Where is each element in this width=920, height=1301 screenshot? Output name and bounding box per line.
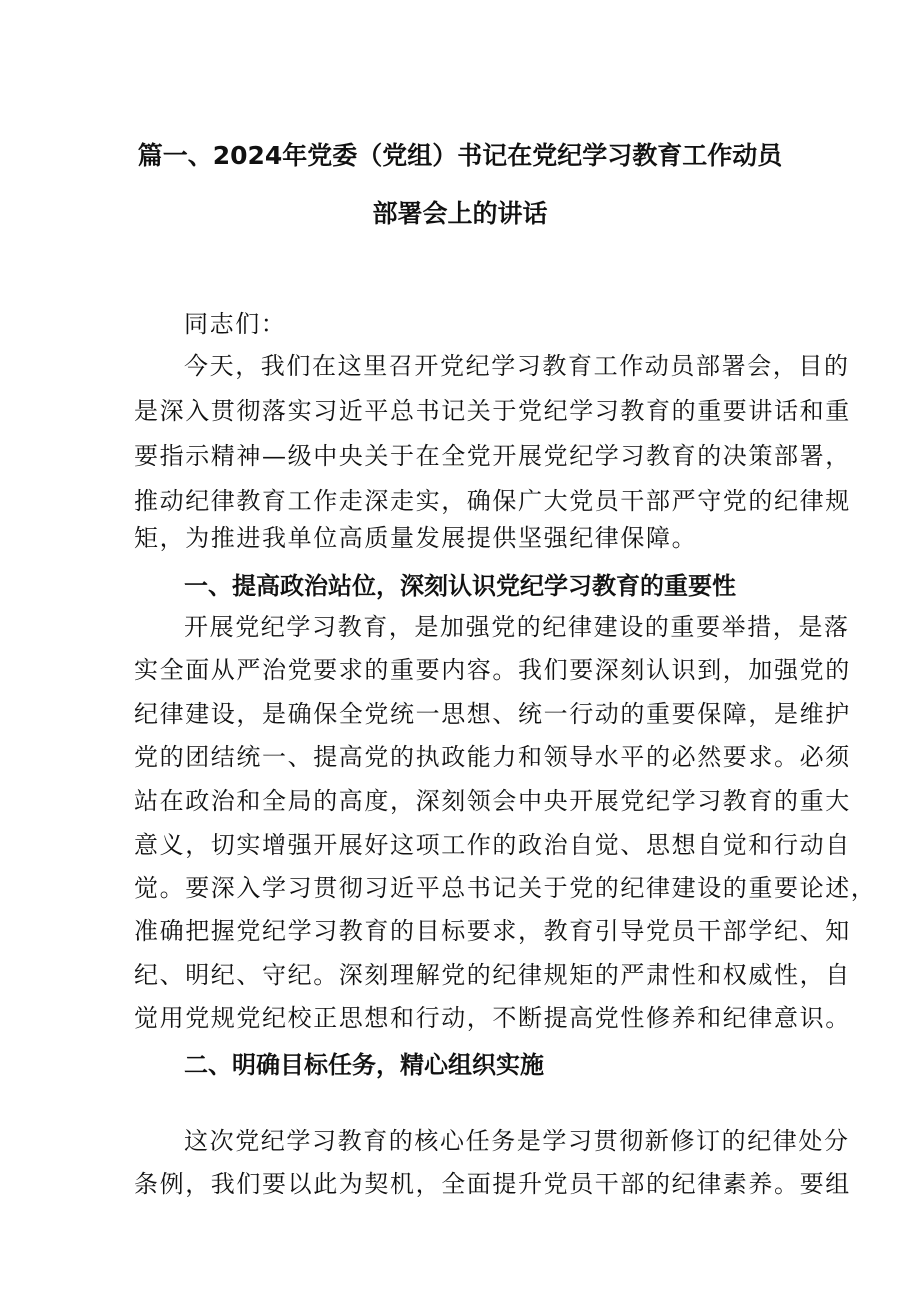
section-1-line: 纪律建设，是确保全党统一思想、统一行动的重要保障，是维护 bbox=[134, 700, 851, 728]
section-1-line: 站在政治和全局的高度，深刻领会中央开展党纪学习教育的重大 bbox=[134, 787, 851, 815]
section-1-line: 准确把握党纪学习教育的目标要求，教育引导党员干部学纪、知 bbox=[134, 917, 851, 945]
intro-line: 今天，我们在这里召开党纪学习教育工作动员部署会，目的 bbox=[184, 352, 850, 380]
section-1-line: 觉用党规党纪校正思想和行动，不断提高党性修养和纪律意识。 bbox=[134, 1004, 851, 1032]
section-1-line: 实全面从严治党要求的重要内容。我们要深刻认识到，加强党的 bbox=[134, 656, 851, 684]
intro-line: 是深入贯彻落实习近平总书记关于党纪学习教育的重要讲话和重 bbox=[134, 397, 851, 425]
section-1-line: 意义，切实增强开展好这项工作的政治自觉、思想自觉和行动自 bbox=[134, 831, 851, 859]
intro-line: 推动纪律教育工作走深走实，确保广大党员干部严守党的纪律规 bbox=[134, 487, 851, 515]
section-1-line: 开展党纪学习教育，是加强党的纪律建设的重要举措，是落 bbox=[184, 613, 850, 641]
intro-line: 要指示精神—级中央关于在全党开展党纪学习教育的决策部署， bbox=[134, 442, 851, 470]
document-title-line-1: 篇一、2024年党委（党组）书记在党纪学习教育工作动员 bbox=[137, 141, 783, 170]
section-1-line: 党的团结统一、提高党的执政能力和领导水平的必然要求。必须 bbox=[134, 743, 851, 771]
section-1-heading: 一、提高政治站位，深刻认识党纪学习教育的重要性 bbox=[184, 572, 736, 600]
salutation: 同志们： bbox=[184, 310, 287, 338]
section-2-line: 这次党纪学习教育的核心任务是学习贯彻新修订的纪律处分 bbox=[184, 1127, 850, 1155]
intro-line: 矩，为推进我单位高质量发展提供坚强纪律保障。 bbox=[134, 524, 698, 552]
document-title-line-2: 部署会上的讲话 bbox=[372, 199, 548, 228]
section-1-line: 觉。要深入学习贯彻习近平总书记关于党的纪律建设的重要论述， bbox=[134, 874, 877, 902]
section-1-line: 纪、明纪、守纪。深刻理解党的纪律规矩的严肃性和权威性，自 bbox=[134, 961, 851, 989]
section-2-heading: 二、明确目标任务，精心组织实施 bbox=[184, 1051, 544, 1079]
section-2-line: 条例，我们要以此为契机，全面提升党员干部的纪律素养。要组 bbox=[134, 1170, 851, 1198]
